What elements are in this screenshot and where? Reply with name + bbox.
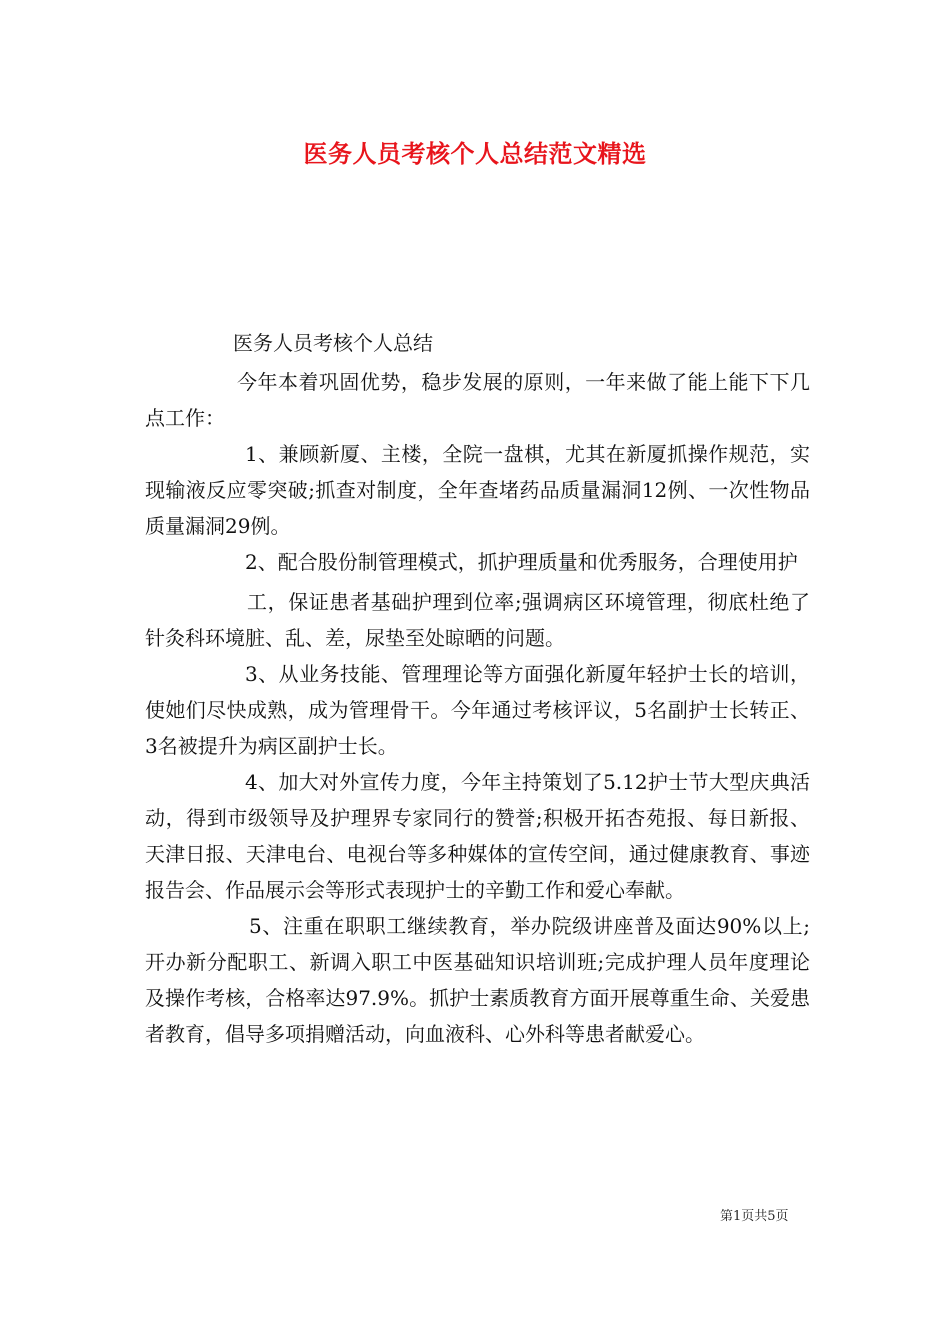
document-body xyxy=(145,364,810,1052)
document-subtitle: 医务人员考核个人总结 xyxy=(233,331,433,355)
paragraph-item-3: 3、从业务技能、管理理论等方面强化新厦年轻护士长的培训，使她们尽快成熟，成为管理骨干。今年通过考核评议，5名副护士长转正、3名被提升为病区副护士长。 xyxy=(145,662,810,758)
paragraph-item-2-continued: 工，保证患者基础护理到位率;强调病区环境管理，彻底杜绝了针灸科环境脏、乱、差，尿垫至处晾晒的问题。 xyxy=(145,590,810,650)
paragraph-item-5: 5、注重在职职工继续教育，举办院级讲座普及面达90%以上;开办新分配职工、新调入职工中医基础知识培训班;完成护理人员年度理论及操作考核，合格率达97.9%。抓护士素质教育方面开展尊重生命、关爱患者教育，倡导多项捐赠活动，向血液科、心外科等患者献爱心。 xyxy=(145,914,810,1046)
paragraph-item-1: 1、兼顾新厦、主楼，全院一盘棋，尤其在新厦抓操作规范，实现输液反应零突破;抓查对制度，全年查堵药品质量漏洞12例、一次性物品质量漏洞29例。 xyxy=(145,442,810,538)
page-footer xyxy=(720,1205,789,1224)
document-title: 医务人员考核个人总结范文精选 xyxy=(303,139,647,168)
paragraph-item-2: 2、配合股份制管理模式，抓护理质量和优秀服务，合理使用护 xyxy=(245,550,798,574)
paragraph-intro: 今年本着巩固优势，稳步发展的原则，一年来做了能上能下下几点工作： xyxy=(145,370,810,430)
paragraph-item-4: 4、加大对外宣传力度，今年主持策划了5.12护士节大型庆典活动，得到市级领导及护理界专家同行的赞誉;积极开拓杏苑报、每日新报、天津日报、天津电台、电视台等多种媒体的宣传空间，通过健康教育、事迹报告会、作品展示会等形式表现护士的辛勤工作和爱心奉献。 xyxy=(145,770,810,902)
page-number: 第1页共5页 xyxy=(720,1209,789,1224)
